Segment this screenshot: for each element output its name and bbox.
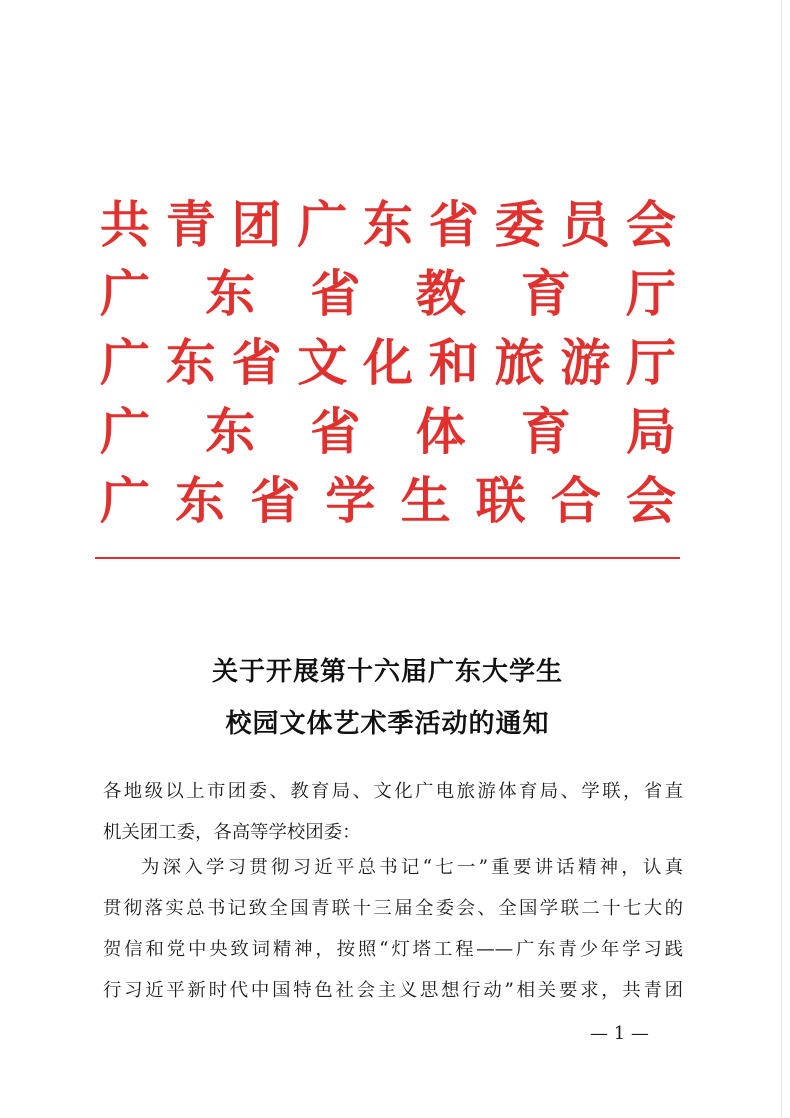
org-name-line-3: 广 东 省 文 化 和 旅 游 厅 [100,333,676,392]
page-edge-line [781,0,782,1118]
org-name-line-1: 共 青 团 广 东 省 委 员 会 [100,195,676,254]
org-name-line-2: 广 东 省 教 育 厅 [100,264,676,323]
org-name-line-4: 广 东 省 体 育 局 [100,402,676,461]
body-line-1: 各地级以上市团委、教育局、文化广电旅游体育局、学联，省直 [103,781,683,802]
body-line-3: 为深入学习贯彻习近平总书记“七一”重要讲话精神，认真 [141,857,683,878]
body-line-5: 贺信和党中央致词精神，按照“灯塔工程——广东青少年学习践 [103,939,683,960]
body-line-6: 行习近平新时代中国特色社会主义思想行动”相关要求，共青团 [103,980,683,1001]
document-title-line-2: 校园文体艺术季活动的通知 [225,709,550,739]
page-number: — 1 — [590,1023,649,1044]
body-line-2: 机关团工委，各高等学校团委： [103,822,361,843]
body-line-4: 贯彻落实总书记致全国青联十三届全委会、全国学联二十七大的 [103,898,683,919]
document-title-line-1: 关于开展第十六届广东大学生 [211,657,563,687]
letterhead-divider [95,557,680,559]
org-name-line-5: 广 东 省 学 生 联 合 会 [100,471,676,530]
letterhead [100,190,676,535]
